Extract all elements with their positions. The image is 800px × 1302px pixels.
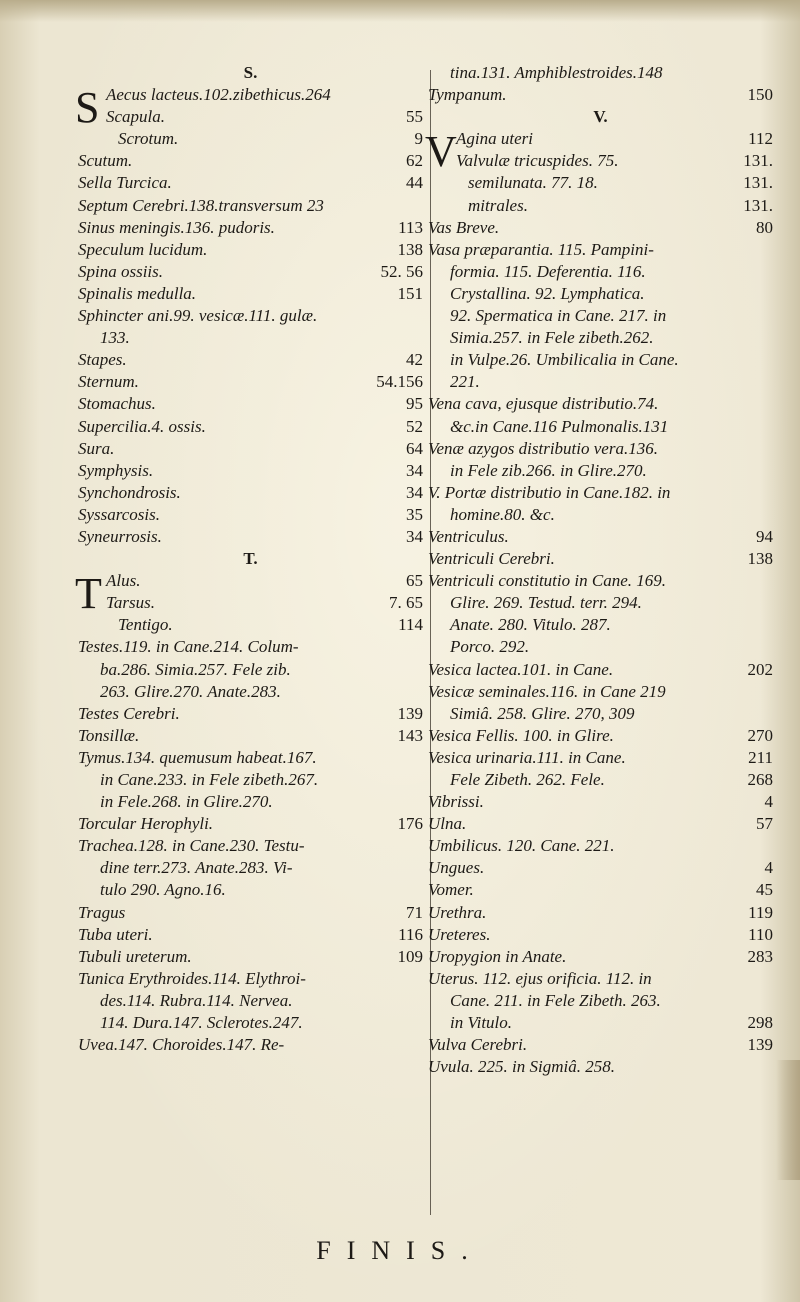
index-entry bbox=[428, 614, 773, 636]
entry-text: in Vulpe.26. Umbilicalia in Cane. bbox=[450, 350, 679, 370]
page-reference: 139 bbox=[397, 703, 423, 723]
entry-text: Uropygion in Anate. bbox=[428, 946, 567, 966]
entry-text: Vulva Cerebri. bbox=[428, 1035, 528, 1055]
entry-text: Sura. bbox=[78, 438, 115, 458]
page-reference: 138 bbox=[397, 239, 423, 259]
page-reference: 95 bbox=[406, 394, 423, 414]
page-reference: 54.156 bbox=[376, 372, 423, 392]
index-entry bbox=[428, 416, 773, 438]
index-entry bbox=[78, 482, 423, 504]
page-reference: 62 bbox=[406, 151, 423, 171]
index-entry bbox=[428, 371, 773, 393]
page-reference: 202 bbox=[747, 659, 773, 679]
index-entry bbox=[78, 636, 423, 658]
index-entry bbox=[78, 968, 423, 990]
entry-text: Tonsillæ. bbox=[78, 725, 140, 745]
index-entry bbox=[428, 283, 773, 305]
index-entry bbox=[78, 614, 423, 636]
index-entry bbox=[428, 570, 773, 592]
index-entry bbox=[78, 327, 423, 349]
entry-text: Syneurrosis. bbox=[78, 526, 162, 546]
index-entry bbox=[428, 172, 773, 194]
page-reference: 109 bbox=[397, 946, 423, 966]
index-entry bbox=[428, 195, 773, 217]
entry-text: Vas Breve. bbox=[428, 217, 500, 237]
entry-text: Tympanum. bbox=[428, 85, 507, 105]
index-entry bbox=[78, 990, 423, 1012]
entry-text: Sinus meningis.136. pudoris. bbox=[78, 217, 275, 237]
page-reference: 116 bbox=[398, 924, 423, 944]
page-reference: 4 bbox=[764, 792, 773, 812]
entry-text: Crystallina. 92. Lymphatica. bbox=[450, 283, 645, 303]
entry-text: Venæ azygos distributio vera.136. bbox=[428, 438, 658, 458]
index-entry bbox=[428, 946, 773, 968]
entry-text: Vomer. bbox=[428, 880, 474, 900]
entry-text: Vasa præparantia. 115. Pampini- bbox=[428, 239, 654, 259]
index-entry bbox=[428, 902, 773, 924]
index-entry bbox=[428, 482, 773, 504]
entry-text: S. bbox=[243, 63, 258, 82]
entry-text: Ventriculi Cerebri. bbox=[428, 549, 555, 569]
entry-text: Vesica lactea.101. in Cane. bbox=[428, 659, 614, 679]
index-entry bbox=[428, 1012, 773, 1034]
entry-text: Uvula. 225. in Sigmiâ. 258. bbox=[428, 1057, 615, 1077]
entry-text: Tragus bbox=[78, 902, 126, 922]
index-entry bbox=[78, 526, 423, 548]
index-entry bbox=[428, 239, 773, 261]
index-entry bbox=[78, 128, 423, 150]
section-heading bbox=[428, 106, 773, 128]
section-heading bbox=[78, 548, 423, 570]
entry-text: Synchondrosis. bbox=[78, 482, 181, 502]
index-entry bbox=[78, 438, 423, 460]
page-reference: 131. bbox=[743, 195, 773, 215]
entry-text: mitrales. bbox=[468, 195, 528, 215]
page-reference: 150 bbox=[747, 85, 773, 105]
index-entry bbox=[428, 261, 773, 283]
page-reference: 34 bbox=[406, 460, 423, 480]
index-entry bbox=[428, 990, 773, 1012]
entry-text: Aecus lacteus.102.zibethicus.264 bbox=[106, 85, 331, 105]
index-entry bbox=[78, 371, 423, 393]
page-reference: 112 bbox=[748, 129, 773, 149]
entry-text: Supercilia.4. ossis. bbox=[78, 416, 206, 436]
index-entry bbox=[78, 902, 423, 924]
index-entry bbox=[78, 769, 423, 791]
entry-text: Ungues. bbox=[428, 858, 485, 878]
index-entry bbox=[428, 835, 773, 857]
index-entry bbox=[428, 504, 773, 526]
entry-text: Sternum. bbox=[78, 372, 139, 392]
entry-text: Scapula. bbox=[106, 107, 166, 127]
entry-text: semilunata. 77. 18. bbox=[468, 173, 598, 193]
entry-text: V. bbox=[593, 107, 608, 127]
entry-text: Simia.257. in Fele zibeth.262. bbox=[450, 328, 654, 348]
page-reference: 131. bbox=[743, 173, 773, 193]
entry-text: Fele Zibeth. 262. Fele. bbox=[450, 770, 605, 789]
entry-text: Torcular Herophyli. bbox=[78, 814, 214, 834]
page-reference: 131. bbox=[743, 151, 773, 171]
index-entry bbox=[428, 659, 773, 681]
index-entry bbox=[428, 813, 773, 835]
entry-text: Sphincter ani.99. vesicæ.111. gulæ. bbox=[78, 306, 318, 326]
index-entry bbox=[78, 1034, 423, 1056]
entry-text: 263. Glire.270. Anate.283. bbox=[100, 681, 281, 701]
index-entry bbox=[78, 460, 423, 482]
index-entry bbox=[78, 946, 423, 968]
index-entry bbox=[428, 857, 773, 879]
entry-text: in Fele.268. in Glire.270. bbox=[100, 792, 273, 812]
index-entry bbox=[78, 172, 423, 194]
entry-text: Tubuli ureterum. bbox=[78, 946, 192, 966]
page-edge-shadow bbox=[776, 1060, 800, 1180]
index-entry bbox=[78, 150, 423, 172]
page-reference: 139 bbox=[747, 1035, 773, 1055]
page-reference: 80 bbox=[756, 217, 773, 237]
page-reference: 138 bbox=[747, 549, 773, 569]
index-entry bbox=[428, 592, 773, 614]
entry-text: 92. Spermatica in Cane. 217. in bbox=[450, 306, 667, 326]
page-reference: 211 bbox=[748, 747, 773, 767]
index-entry bbox=[78, 217, 423, 239]
index-entry bbox=[428, 924, 773, 946]
entry-text: Vesica Fellis. 100. in Glire. bbox=[428, 725, 614, 745]
page-reference: 283 bbox=[747, 946, 773, 966]
entry-text: formia. 115. Deferentia. 116. bbox=[450, 261, 646, 281]
index-entry bbox=[78, 747, 423, 769]
index-entry bbox=[428, 703, 773, 725]
entry-text: Vena cava, ejusque distributio.74. bbox=[428, 394, 659, 414]
page-reference: 71 bbox=[406, 902, 423, 922]
page-reference: 52. 56 bbox=[380, 261, 423, 281]
index-entry bbox=[428, 438, 773, 460]
drop-cap: S bbox=[75, 83, 100, 133]
entry-text: Tuba uteri. bbox=[78, 924, 153, 944]
entry-text: Vesica urinaria.111. in Cane. bbox=[428, 747, 626, 767]
page-reference: 270 bbox=[747, 725, 773, 745]
index-entry bbox=[78, 857, 423, 879]
entry-text: 221. bbox=[450, 372, 480, 392]
index-entry bbox=[78, 305, 423, 327]
index-entry bbox=[78, 283, 423, 305]
index-entry bbox=[428, 217, 773, 239]
index-entry bbox=[428, 548, 773, 570]
entry-text: Tarsus. bbox=[106, 593, 155, 613]
index-column-right bbox=[425, 62, 773, 1078]
entry-text: Tymus.134. quemusum habeat.167. bbox=[78, 747, 317, 767]
entry-text: Anate. 280. Vitulo. 287. bbox=[450, 615, 611, 635]
drop-cap: T bbox=[75, 569, 102, 619]
entry-text: Agina uteri bbox=[456, 129, 533, 149]
entry-text: Cane. 211. in Fele Zibeth. 263. bbox=[450, 990, 661, 1010]
entry-text: in Fele zib.266. in Glire.270. bbox=[450, 460, 647, 480]
entry-text: Tunica Erythroides.114. Elythroi- bbox=[78, 968, 306, 988]
index-column-left bbox=[75, 62, 423, 1056]
entry-text: Stapes. bbox=[78, 350, 127, 370]
entry-text: Urethra. bbox=[428, 902, 487, 922]
entry-text: Syssarcosis. bbox=[78, 504, 161, 524]
index-entry bbox=[78, 1012, 423, 1034]
page-reference: 45 bbox=[756, 880, 773, 900]
index-entry bbox=[428, 747, 773, 769]
page-reference: 34 bbox=[406, 482, 423, 502]
page-top-shadow bbox=[0, 0, 800, 22]
page-reference: 55 bbox=[406, 107, 423, 127]
index-entry bbox=[428, 526, 773, 548]
index-entry bbox=[428, 62, 773, 84]
entry-text: Vibrissi. bbox=[428, 792, 484, 812]
entry-text: Trachea.128. in Cane.230. Testu- bbox=[78, 836, 305, 856]
index-entry bbox=[78, 261, 423, 283]
page-reference: 176 bbox=[397, 814, 423, 834]
entry-text: Ulna. bbox=[428, 814, 467, 834]
finis-footer: FINIS. bbox=[316, 1236, 484, 1265]
index-entry bbox=[78, 195, 423, 217]
index-entry bbox=[78, 681, 423, 703]
index-entry bbox=[78, 703, 423, 725]
index-entry bbox=[428, 968, 773, 990]
page-reference: 64 bbox=[406, 438, 423, 458]
entry-text: Alus. bbox=[106, 571, 141, 591]
page-reference: 151 bbox=[397, 283, 423, 303]
entry-text: Stomachus. bbox=[78, 394, 156, 414]
entry-text: Ventriculi constitutio in Cane. 169. bbox=[428, 571, 666, 591]
page-reference: 143 bbox=[397, 725, 423, 745]
entry-text: Vesicæ seminales.116. in Cane 219 bbox=[428, 681, 666, 701]
entry-text: Glire. 269. Testud. terr. 294. bbox=[450, 593, 642, 613]
index-entry bbox=[428, 150, 773, 172]
page-reference: 44 bbox=[406, 173, 423, 193]
index-entry bbox=[428, 1056, 773, 1078]
page-reference: 119 bbox=[748, 902, 773, 922]
page-reference: 4 bbox=[764, 858, 773, 878]
index-entry bbox=[428, 349, 773, 371]
index-entry bbox=[78, 725, 423, 747]
page-reference: 9 bbox=[414, 129, 423, 149]
entry-text: Scutum. bbox=[78, 151, 133, 171]
page-reference: 7. 65 bbox=[389, 593, 423, 613]
index-entry bbox=[428, 769, 773, 791]
section-heading bbox=[78, 62, 423, 84]
entry-text: Ureteres. bbox=[428, 924, 491, 944]
page-reference: 268 bbox=[747, 770, 773, 789]
entry-text: Speculum lucidum. bbox=[78, 239, 208, 259]
index-entry bbox=[428, 305, 773, 327]
index-entry bbox=[428, 393, 773, 415]
entry-text: 114. Dura.147. Sclerotes.247. bbox=[100, 1013, 303, 1033]
entry-text: Porco. 292. bbox=[450, 637, 530, 657]
page-reference: 114 bbox=[398, 615, 423, 635]
entry-text: Ventriculus. bbox=[428, 526, 509, 546]
entry-text: Symphysis. bbox=[78, 460, 154, 480]
index-entry bbox=[78, 239, 423, 261]
index-entry bbox=[428, 460, 773, 482]
entry-text: Spinalis medulla. bbox=[78, 283, 197, 303]
index-entry bbox=[428, 327, 773, 349]
entry-text: Tentigo. bbox=[118, 615, 173, 635]
index-entry bbox=[78, 504, 423, 526]
page-reference: 110 bbox=[748, 924, 773, 944]
entry-text: 133. bbox=[100, 328, 130, 348]
entry-text: tulo 290. Agno.16. bbox=[100, 880, 226, 900]
entry-text: Spina ossiis. bbox=[78, 261, 164, 281]
entry-text: Sella Turcica. bbox=[78, 173, 172, 193]
entry-text: Uvea.147. Choroides.147. Re- bbox=[78, 1035, 285, 1055]
entry-text: des.114. Rubra.114. Nervea. bbox=[100, 990, 293, 1010]
entry-text: in Vitulo. bbox=[450, 1013, 513, 1033]
entry-text: Valvulæ tricuspides. 75. bbox=[456, 151, 619, 171]
index-entry bbox=[78, 106, 423, 128]
entry-text: V. Portæ distributio in Cane.182. in bbox=[428, 482, 671, 502]
page-reference: 42 bbox=[406, 350, 423, 370]
index-entry bbox=[78, 416, 423, 438]
entry-text: dine terr.273. Anate.283. Vi- bbox=[100, 858, 293, 878]
entry-text: Uterus. 112. ejus orificia. 112. in bbox=[428, 968, 652, 988]
entry-text: Umbilicus. 120. Cane. 221. bbox=[428, 836, 615, 856]
page-reference: 94 bbox=[756, 526, 773, 546]
page-reference: 298 bbox=[747, 1013, 773, 1033]
entry-text: T. bbox=[243, 549, 258, 569]
page-reference: 52 bbox=[406, 416, 423, 436]
entry-text: Testes.119. in Cane.214. Colum- bbox=[78, 637, 299, 657]
entry-text: Testes Cerebri. bbox=[78, 703, 180, 723]
index-entry bbox=[78, 592, 423, 614]
index-entry bbox=[78, 791, 423, 813]
entry-text: &c.in Cane.116 Pulmonalis.131 bbox=[450, 416, 669, 436]
index-entry bbox=[78, 924, 423, 946]
index-entry bbox=[428, 879, 773, 901]
index-entry bbox=[78, 393, 423, 415]
index-entry bbox=[428, 1034, 773, 1056]
entry-text: tina.131. Amphiblestroides.148 bbox=[450, 63, 663, 82]
page-reference: 57 bbox=[756, 814, 773, 834]
index-entry bbox=[428, 791, 773, 813]
index-entry bbox=[428, 725, 773, 747]
page-reference: 113 bbox=[398, 217, 423, 237]
index-entry bbox=[78, 659, 423, 681]
entry-text: Scrotum. bbox=[118, 129, 179, 149]
index-entry bbox=[78, 835, 423, 857]
page-reference: 34 bbox=[406, 526, 423, 546]
entry-text: in Cane.233. in Fele zibeth.267. bbox=[100, 770, 319, 789]
index-entry bbox=[78, 813, 423, 835]
entry-text: Septum Cerebri.138.transversum 23 bbox=[78, 195, 324, 215]
index-entry bbox=[428, 636, 773, 658]
index-entry bbox=[428, 84, 773, 106]
entry-text: homine.80. &c. bbox=[450, 504, 555, 524]
index-entry bbox=[78, 879, 423, 901]
index-entry bbox=[78, 349, 423, 371]
page-reference: 65 bbox=[406, 571, 423, 591]
page-reference: 35 bbox=[406, 504, 423, 524]
drop-cap: V bbox=[425, 127, 457, 177]
entry-text: Simiâ. 258. Glire. 270, 309 bbox=[450, 703, 635, 723]
index-entry bbox=[428, 681, 773, 703]
entry-text: ba.286. Simia.257. Fele zib. bbox=[100, 659, 291, 679]
